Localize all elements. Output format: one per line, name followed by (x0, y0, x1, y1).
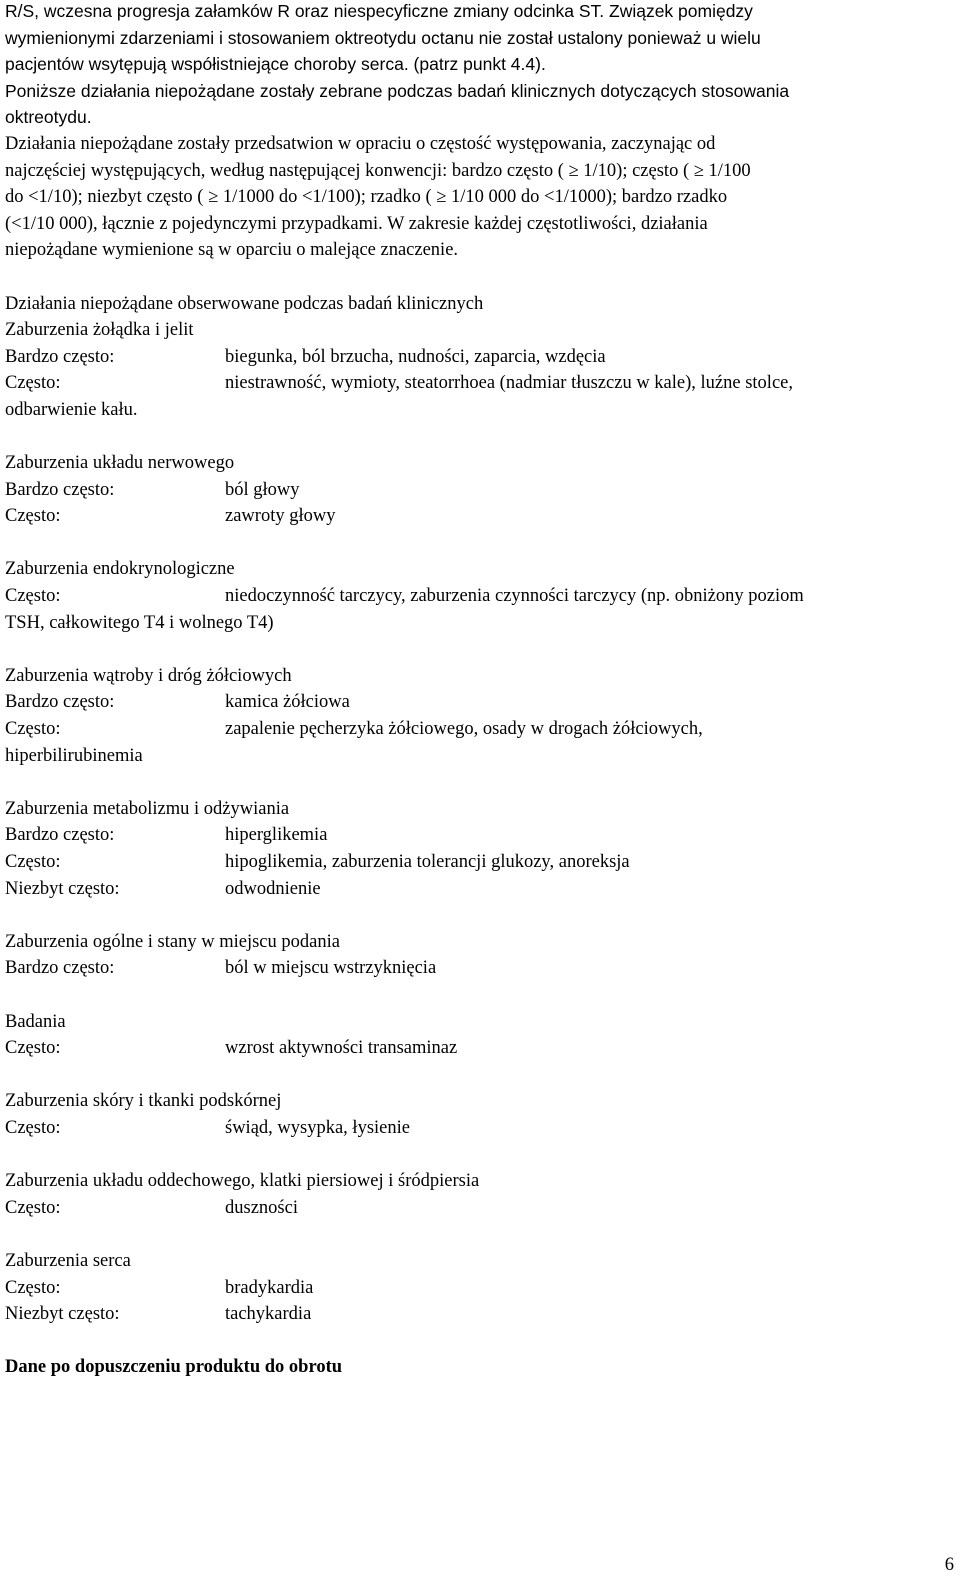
section-general-disorders (5, 929, 940, 982)
frequency-row (5, 955, 940, 982)
frequency-label: Bardzo często: (5, 346, 115, 367)
frequency-label: Często: (5, 1117, 61, 1138)
section-respiratory (5, 1168, 940, 1221)
convention-line: (<1/10 000), łącznie z pojedynczymi przypadkami. W zakresie każdej częstotliwości, działania (5, 213, 708, 234)
frequency-row (5, 503, 940, 530)
frequency-row (5, 1035, 940, 1062)
frequency-label: Bardzo często: (5, 958, 115, 979)
convention-line: do <1/10); niezbyt często ( ≥ 1/1000 do <1/100); rzadko ( ≥ 1/10 000 do <1/1000); bardzo rzadko (5, 187, 728, 208)
frequency-value: niedoczynność tarczycy, zaburzenia czynności tarczycy (np. obniżony poziom (225, 586, 804, 607)
frequency-row (5, 370, 940, 397)
spacer (5, 636, 940, 663)
spacer (5, 530, 940, 557)
section-title: Zaburzenia metabolizmu i odżywiania (5, 798, 290, 819)
frequency-row (5, 876, 940, 903)
frequency-row (5, 1301, 940, 1328)
post-marketing-heading: Dane po dopuszczeniu produktu do obrotu (5, 1357, 343, 1378)
section-gastrointestinal (5, 317, 940, 423)
frequency-value: odwodnienie (225, 878, 321, 899)
spacer (5, 982, 940, 1009)
convention-line: najczęściej występujących, według następującej konwencji: bardzo często ( ≥ 1/10); często ( ≥ 1/100 (5, 160, 751, 181)
frequency-row (5, 344, 940, 371)
main-heading: Działania niepożądane obserwowane podczas badań klinicznych (5, 293, 484, 314)
section-nervous-system (5, 450, 940, 530)
frequency-label: Często: (5, 852, 61, 872)
frequency-value-continuation: TSH, całkowitego T4 i wolnego T4) (5, 612, 274, 633)
document-body (5, 0, 940, 1381)
intro-line: Poniższe działania niepożądane zostały zebrane podczas badań klinicznych dotyczących stosowania (5, 80, 790, 101)
section-cardiac (5, 1248, 940, 1328)
spacer (5, 1328, 940, 1355)
frequency-value-continuation: odbarwienie kału. (5, 399, 138, 420)
frequency-value: zawroty głowy (225, 506, 336, 527)
frequency-label: Bardzo często: (5, 479, 115, 500)
frequency-label: Niezbyt często: (5, 1304, 120, 1325)
frequency-label: Często: (5, 1197, 61, 1218)
spacer (5, 264, 940, 291)
frequency-value: hipoglikemia, zaburzenia tolerancji glukozy, anoreksja (225, 852, 630, 872)
frequency-label: Często: (5, 1038, 61, 1059)
section-metabolism (5, 796, 940, 902)
frequency-value: bradykardia (225, 1277, 314, 1298)
frequency-row (5, 1195, 940, 1222)
frequency-value: kamica żółciowa (225, 692, 350, 713)
spacer (5, 1221, 940, 1248)
spacer (5, 1142, 940, 1169)
page-number: 6 (944, 1555, 954, 1575)
frequency-label: Bardzo często: (5, 692, 115, 713)
frequency-value: wzrost aktywności transaminaz (225, 1038, 458, 1059)
frequency-value: biegunka, ból brzucha, nudności, zaparcia, wzdęcia (225, 346, 606, 367)
frequency-row (5, 1115, 940, 1142)
section-title: Zaburzenia wątroby i dróg żółciowych (5, 665, 292, 686)
frequency-row (5, 822, 940, 849)
spacer (5, 902, 940, 929)
frequency-label: Często: (5, 586, 61, 607)
frequency-row (5, 477, 940, 504)
frequency-label: Niezbyt często: (5, 878, 120, 899)
section-title: Badania (5, 1011, 66, 1032)
frequency-row (5, 583, 940, 610)
frequency-label: Często: (5, 1277, 61, 1298)
spacer (5, 424, 940, 451)
frequency-label: Często: (5, 719, 61, 740)
section-skin (5, 1088, 940, 1141)
frequency-value: hiperglikemia (225, 825, 328, 846)
section-title: Zaburzenia ogólne i stany w miejscu podania (5, 931, 340, 952)
section-endocrine (5, 556, 940, 636)
spacer (5, 1062, 940, 1089)
convention-line: niepożądane wymienione są w oparciu o malejące znaczenie. (5, 240, 459, 261)
convention-line: Działania niepożądane zostały przedsatwion w opraciu o częstość występowania, zaczynając od (5, 133, 716, 154)
frequency-label: Bardzo często: (5, 825, 115, 846)
frequency-convention-paragraph (5, 131, 940, 264)
frequency-value: ból głowy (225, 479, 300, 500)
frequency-row (5, 1275, 940, 1302)
section-title: Zaburzenia skóry i tkanki podskórnej (5, 1091, 282, 1112)
frequency-value: niestrawność, wymioty, steatorrhoea (nadmiar tłuszczu w kale), luźne stolce, (225, 373, 793, 394)
section-investigations (5, 1009, 940, 1062)
frequency-value: ból w miejscu wstrzyknięcia (225, 958, 437, 979)
intro-line: wymienionymi zdarzeniami i stosowaniem oktreotydu octanu nie został ustalony ponieważ u wielu (5, 27, 761, 48)
intro-line: oktreotydu. (5, 107, 92, 128)
intro-line: R/S, wczesna progresja załamków R oraz niespecyficzne zmiany odcinka ST. Związek pomiędzy (5, 1, 753, 21)
intro-sans-paragraph (5, 0, 940, 131)
frequency-label: Często: (5, 373, 61, 394)
section-title: Zaburzenia endokrynologiczne (5, 559, 235, 580)
frequency-row (5, 849, 940, 876)
section-title: Zaburzenia serca (5, 1250, 131, 1271)
section-title: Zaburzenia żołądka i jelit (5, 320, 194, 341)
intro-line: pacjentów wsytępują współistniejące choroby serca. (patrz punkt 4.4). (5, 54, 546, 75)
section-title: Zaburzenia układu oddechowego, klatki piersiowej i śródpiersia (5, 1171, 480, 1192)
frequency-value: duszności (225, 1197, 298, 1218)
section-title: Zaburzenia układu nerwowego (5, 453, 235, 474)
spacer (5, 769, 940, 796)
frequency-value: świąd, wysypka, łysienie (225, 1117, 410, 1138)
frequency-value: zapalenie pęcherzyka żółciowego, osady w drogach żółciowych, (225, 719, 703, 740)
frequency-row (5, 716, 940, 743)
frequency-value: tachykardia (225, 1304, 312, 1325)
section-hepatobiliary (5, 663, 940, 769)
frequency-row (5, 689, 940, 716)
frequency-label: Często: (5, 506, 61, 527)
frequency-value-continuation: hiperbilirubinemia (5, 745, 143, 766)
